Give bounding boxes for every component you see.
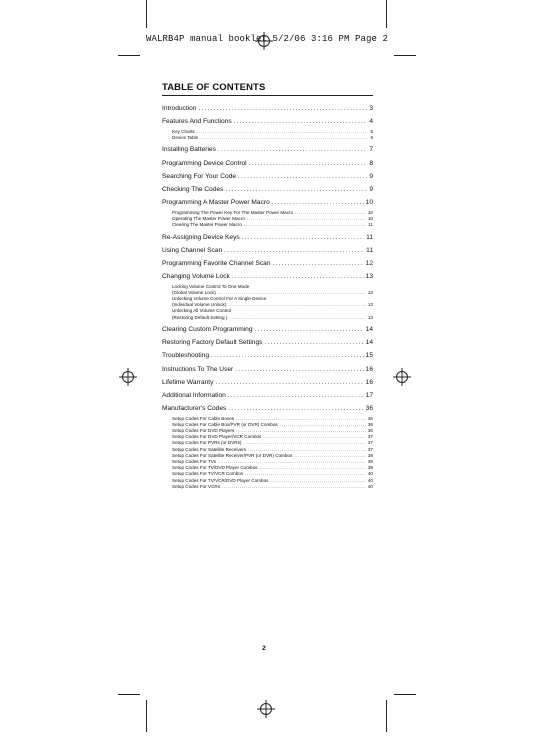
- toc-entry-label: Re-Assigning Device Keys: [162, 233, 240, 241]
- dot-leader: [249, 160, 368, 168]
- toc-entry-page: 8: [369, 159, 373, 167]
- toc-entry-label: Instructions To The User: [162, 365, 234, 373]
- toc-entry[interactable]: [162, 160, 373, 168]
- toc-entry-page: 13: [365, 273, 373, 281]
- dot-leader: [225, 186, 367, 194]
- dot-leader: [222, 484, 366, 490]
- toc-entry-page: 36: [367, 415, 373, 421]
- toc-entry-label: Features And Functions: [162, 118, 232, 126]
- crop-mark-top-right-h: [394, 55, 416, 56]
- registration-mark-right: [393, 368, 411, 386]
- toc-entry-page: 40: [367, 471, 373, 477]
- toc-entry-label: Setup Codes For Cable Box/PVR (or DVR) Combos: [172, 421, 278, 427]
- dot-leader: [228, 405, 363, 413]
- toc-entry[interactable]: [162, 326, 373, 334]
- toc-entry-label: Key Charts: [172, 128, 195, 134]
- toc-entry-page: 36: [365, 405, 373, 413]
- toc-entry-page: 40: [367, 483, 373, 489]
- crop-mark-top-left-v: [146, 0, 147, 28]
- dot-leader: [218, 146, 367, 154]
- dot-leader: [234, 118, 368, 126]
- toc-entry-label: Searching For Your Code: [162, 172, 237, 180]
- dot-leader: [244, 222, 366, 228]
- toc-entry-page: 14: [365, 325, 373, 333]
- toc-entry-label: Setup Codes For DVD Players: [172, 428, 235, 434]
- dot-leader: [272, 260, 363, 268]
- toc-entry[interactable]: [162, 105, 373, 113]
- toc-subentry-group: [162, 284, 373, 321]
- toc-entry[interactable]: [162, 339, 373, 347]
- crop-mark-bottom-right-h: [394, 694, 416, 695]
- toc-entry-page: 38: [367, 459, 373, 465]
- dot-leader: [228, 302, 365, 308]
- toc-entry-page: 15: [365, 352, 373, 360]
- toc-subentry-line: Unlocking All Volume Control: [172, 308, 231, 314]
- toc-entry-page: 16: [365, 365, 373, 373]
- toc-entry[interactable]: [162, 234, 373, 242]
- toc-subentry[interactable]: [162, 484, 373, 490]
- page-title: TABLE OF CONTENTS: [162, 82, 266, 93]
- toc-entry[interactable]: [162, 173, 373, 181]
- toc-entry-label: Setup Codes For Cable Boxes: [172, 415, 235, 421]
- toc-entry[interactable]: [162, 146, 373, 154]
- toc-subentry-group: [162, 210, 373, 229]
- toc-entry-page: 14: [365, 339, 373, 347]
- toc-entry-label: Setup Codes For TV/VCR Combos: [172, 471, 244, 477]
- toc-entry-label: Changing Volume Lock: [162, 273, 230, 281]
- page-number: 2: [262, 645, 266, 652]
- toc-subentry-line: Locking Volume Control To One Mode: [172, 283, 250, 289]
- toc-entry-page: 37: [367, 434, 373, 440]
- dot-leader: [255, 326, 364, 334]
- toc-entry[interactable]: [162, 405, 373, 413]
- toc-entry-page: 37: [367, 440, 373, 446]
- toc-entry-page: 37: [367, 446, 373, 452]
- toc-entry-page: 10: [367, 215, 373, 221]
- toc-entry-page: 4: [369, 118, 373, 126]
- toc-entry-page: 7: [369, 146, 373, 154]
- dot-leader: [224, 247, 364, 255]
- toc-entry-label: Programming The Power Key For The Master Power Macro: [172, 209, 294, 215]
- crop-mark-top-right-v: [386, 0, 387, 28]
- toc-entry-label: Restoring Factory Default Settings: [162, 339, 263, 347]
- toc-entry[interactable]: [162, 273, 373, 281]
- toc-entry-page: 13: [367, 314, 373, 320]
- toc-entry-label: (Restoring Default Setting ): [172, 314, 228, 320]
- registration-mark-left: [119, 368, 137, 386]
- toc-entry-label: Checking The Codes: [162, 186, 224, 194]
- toc-entry-label: Introduction: [162, 105, 197, 113]
- toc-entry-page: 9: [369, 186, 373, 194]
- toc-entry-page: 36: [367, 428, 373, 434]
- toc-entry-label: Clearing Custom Programming: [162, 325, 253, 333]
- toc-entry-label: Setup Codes For TVs: [172, 459, 217, 465]
- toc-entry-page: 36: [367, 421, 373, 427]
- toc-subentry-group: [162, 129, 373, 141]
- toc-entry-page: 13: [367, 302, 373, 308]
- toc-entry-label: Setup Codes For DVD Player/VCR Combos: [172, 434, 262, 440]
- toc-entry-page: 10: [365, 199, 373, 207]
- dot-leader: [232, 273, 364, 281]
- toc-entry-page: 13: [367, 289, 373, 295]
- toc-entry-label: Device Table: [172, 135, 199, 141]
- toc-subentry[interactable]: [162, 222, 373, 228]
- toc-subentry[interactable]: [162, 135, 373, 141]
- toc-entry-label: Setup Codes For PVRs (or DVRs): [172, 440, 242, 446]
- toc-entry-label: Installing Batteries: [162, 146, 216, 154]
- toc-entry-page: 9: [369, 172, 373, 180]
- dot-leader: [200, 135, 368, 141]
- toc-entry-label: Operating The Master Power Macro: [172, 215, 245, 221]
- dot-leader: [238, 173, 367, 181]
- toc-entry-label: Setup Codes For TV/DVD Player Combos: [172, 465, 258, 471]
- dot-leader: [215, 379, 363, 387]
- toc-entry-page: 40: [367, 477, 373, 483]
- toc-entry-label: (Individual Volume Unlock): [172, 302, 227, 308]
- table-of-contents: [162, 100, 373, 490]
- dot-leader: [198, 105, 367, 113]
- toc-entry-label: Using Channel Scan: [162, 246, 223, 254]
- toc-entry-label: Clearing The Master Power Macro: [172, 222, 242, 228]
- toc-entry-page: 16: [365, 378, 373, 386]
- toc-entry-page: 6: [370, 135, 373, 141]
- toc-entry[interactable]: [162, 392, 373, 400]
- toc-entry[interactable]: [162, 260, 373, 268]
- toc-entry[interactable]: [162, 118, 373, 126]
- toc-entry-label: Programming Device Control: [162, 159, 247, 167]
- title-rule: [162, 95, 373, 96]
- toc-subentry[interactable]: [162, 315, 373, 321]
- toc-entry-label: Setup Codes For Satellite Receiver/PVR (or DVR) Combos: [172, 452, 293, 458]
- toc-entry-page: 11: [368, 222, 373, 228]
- dot-leader: [272, 199, 364, 207]
- toc-entry-label: Additional Information: [162, 391, 226, 399]
- registration-mark-bottom: [257, 700, 275, 718]
- dot-leader: [235, 366, 363, 374]
- toc-entry-page: 11: [366, 246, 373, 254]
- toc-entry-page: 10: [367, 209, 373, 215]
- toc-entry[interactable]: [162, 247, 373, 255]
- toc-subentry-group: [162, 416, 373, 490]
- toc-entry-page: 39: [367, 465, 373, 471]
- crop-mark-bottom-right-v: [386, 700, 387, 732]
- dot-leader: [242, 234, 364, 242]
- dot-leader: [228, 392, 364, 400]
- toc-entry-label: Manufacturer's Codes: [162, 405, 227, 413]
- toc-entry-page: 3: [369, 105, 373, 113]
- toc-entry[interactable]: [162, 366, 373, 374]
- registration-mark-top: [255, 32, 273, 50]
- dot-leader: [211, 352, 364, 360]
- toc-entry-label: Lifetime Warranty: [162, 378, 214, 386]
- dot-leader: [229, 315, 365, 321]
- dot-leader: [264, 339, 363, 347]
- crop-mark-top-left-h: [118, 55, 140, 56]
- toc-entry-page: 38: [367, 452, 373, 458]
- toc-entry-page: 5: [370, 128, 373, 134]
- toc-entry-label: (Global Volume Lock): [172, 289, 216, 295]
- toc-entry-label: Setup Codes For Satellite Receivers: [172, 446, 247, 452]
- toc-entry-label: Programming Favorite Channel Scan: [162, 259, 271, 267]
- toc-entry-label: Setup Codes For VCRs: [172, 483, 220, 489]
- toc-entry[interactable]: [162, 186, 373, 194]
- toc-entry-label: Programming A Master Power Macro: [162, 199, 270, 207]
- toc-entry-page: 11: [366, 233, 373, 241]
- toc-entry[interactable]: [162, 199, 373, 207]
- print-slug: WALRB4P manual booklet 5/2/06 3:16 PM Page 2: [146, 34, 389, 44]
- toc-entry[interactable]: [162, 352, 373, 360]
- toc-entry-label: Troubleshooting: [162, 352, 210, 360]
- crop-mark-bottom-left-h: [118, 694, 140, 695]
- toc-entry-label: Setup Codes For TV/VCR/DVD Player Combos: [172, 477, 269, 483]
- crop-mark-bottom-left-v: [146, 700, 147, 732]
- toc-entry-page: 17: [365, 391, 373, 399]
- toc-entry-page: 12: [365, 259, 373, 267]
- toc-subentry-line: Unlocking Volume Control For A Single Device: [172, 295, 267, 301]
- toc-entry[interactable]: [162, 379, 373, 387]
